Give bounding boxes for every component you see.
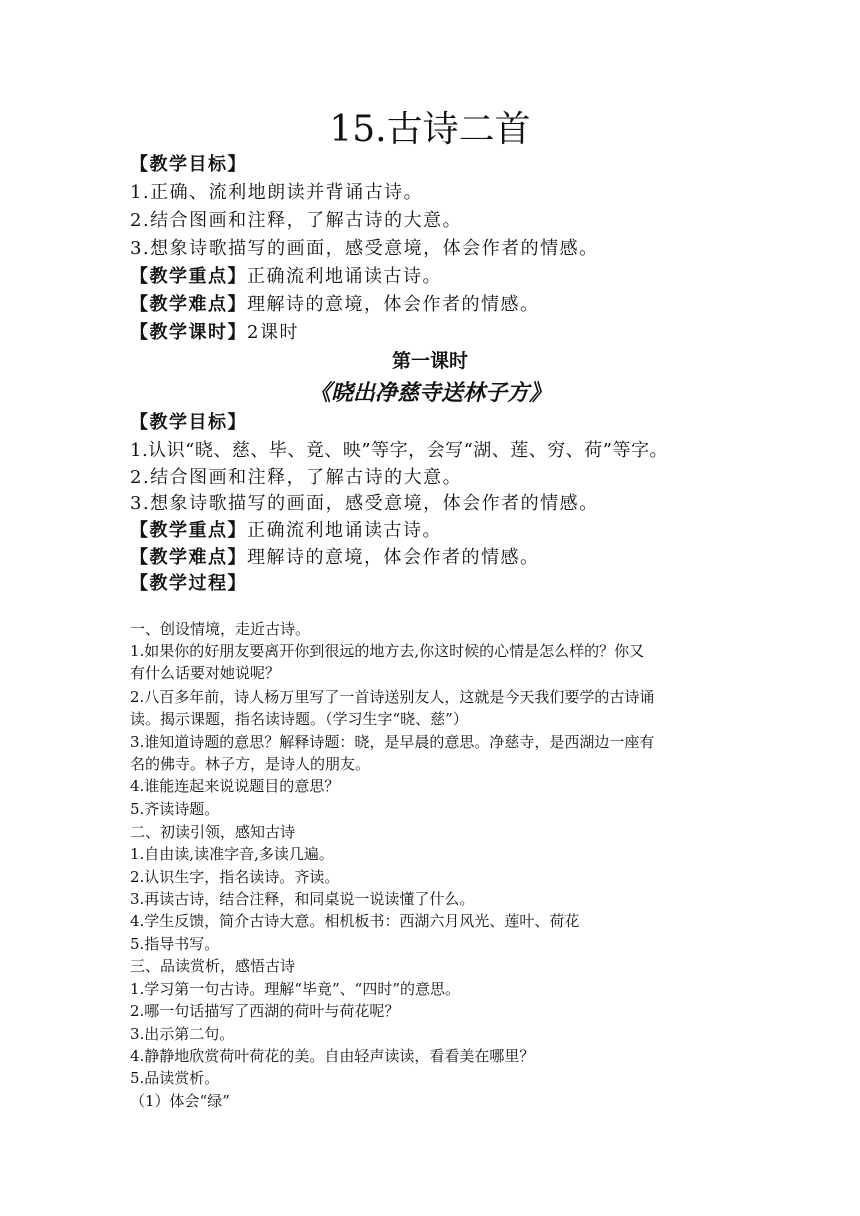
goals-heading: 【教学目标】 [130,154,247,175]
process-line: 名的佛寺。林子方，是诗人的朋友。 [130,755,371,773]
goal-item: 3.想象诗歌描写的画面，感受意境，体会作者的情感。 [130,238,599,259]
process-line: （1）体会“绿” [130,1092,230,1110]
process-line: 1.如果你的好朋友要离开你到很远的地方去,你这时候的心情是怎么样的？你又 [130,642,645,660]
hours-line [130,320,299,346]
goal-item: 2.结合图画和注释，了解古诗的大意。 [130,210,463,231]
process-line: 2.哪一句话描写了西湖的荷叶与荷花呢？ [130,1002,400,1020]
process-line: 2.认识生字，指名读诗。齐读。 [130,868,340,886]
document-title: 15.古诗二首 [329,109,531,150]
process-line: 二、初读引领，感知古诗 [130,823,296,841]
focus-heading: 【教学重点】 [130,266,247,287]
process-line: 3.谁知道诗题的意思？解释诗题：晓，是早晨的意思。净慈寺，是西湖边一座有 [130,733,655,751]
lesson-difficulty-text: 理解诗的意境，体会作者的情感。 [247,547,540,568]
process-line: 5.指导书写。 [130,935,220,953]
process-line: 1.学习第一句古诗。理解“毕竟”、“四时”的意思。 [130,980,460,998]
focus-text: 正确流利地诵读古诗。 [247,266,442,287]
focus-line [130,264,442,290]
process-line: 3.出示第二句。 [130,1025,235,1043]
lesson-goal-item: 1.认识“晓、慈、毕、竟、映”等字，会写“湖、莲、穷、荷”等字。 [130,440,668,461]
process-line: 1.自由读,读准字音,多读几遍。 [130,845,334,863]
hours-heading: 【教学课时】 [130,322,247,343]
process-line: 4.静静地欣赏荷叶荷花的美。自由轻声读读，看看美在哪里？ [130,1047,535,1065]
lesson-focus-line [130,518,442,544]
process-line: 4.学生反馈，简介古诗大意。相机板书：西湖六月风光、莲叶、荷花 [130,912,580,930]
hours-text: 2课时 [247,322,299,343]
process-line: 3.再读古诗，结合注释，和同桌说一说读懂了什么。 [130,890,475,908]
lesson-goal-item: 2.结合图画和注释，了解古诗的大意。 [130,467,463,488]
poem-title: 《晓出净慈寺送林子方》 [308,380,551,406]
process-line: 一、创设情境，走近古诗。 [130,620,311,638]
lesson-focus-heading: 【教学重点】 [130,520,247,541]
lesson-heading: 第一课时 [391,350,468,372]
process-line: 5.品读赏析。 [130,1069,220,1087]
process-line: 读。揭示课题，指名读诗题。（学习生字“晓、慈”） [130,710,468,728]
process-line: 有什么话要对她说呢？ [130,664,281,682]
difficulty-line [130,292,540,318]
goal-item: 1.正确、流利地朗读并背诵古诗。 [130,182,424,203]
process-line: 2.八百多年前，诗人杨万里写了一首诗送别友人，这就是今天我们要学的古诗诵 [130,688,655,706]
process-heading: 【教学过程】 [130,573,247,594]
process-line: 三、品读赏析，感悟古诗 [130,957,296,975]
process-line: 4.谁能连起来说说题目的意思？ [130,777,340,795]
lesson-difficulty-heading: 【教学难点】 [130,547,247,568]
lesson-difficulty-line [130,545,540,571]
lesson-focus-text: 正确流利地诵读古诗。 [247,520,442,541]
lesson-goals-heading: 【教学目标】 [130,412,247,433]
lesson-goal-item: 3.想象诗歌描写的画面，感受意境，体会作者的情感。 [130,493,599,514]
difficulty-text: 理解诗的意境，体会作者的情感。 [247,294,540,315]
process-line: 5.齐读诗题。 [130,800,220,818]
difficulty-heading: 【教学难点】 [130,294,247,315]
